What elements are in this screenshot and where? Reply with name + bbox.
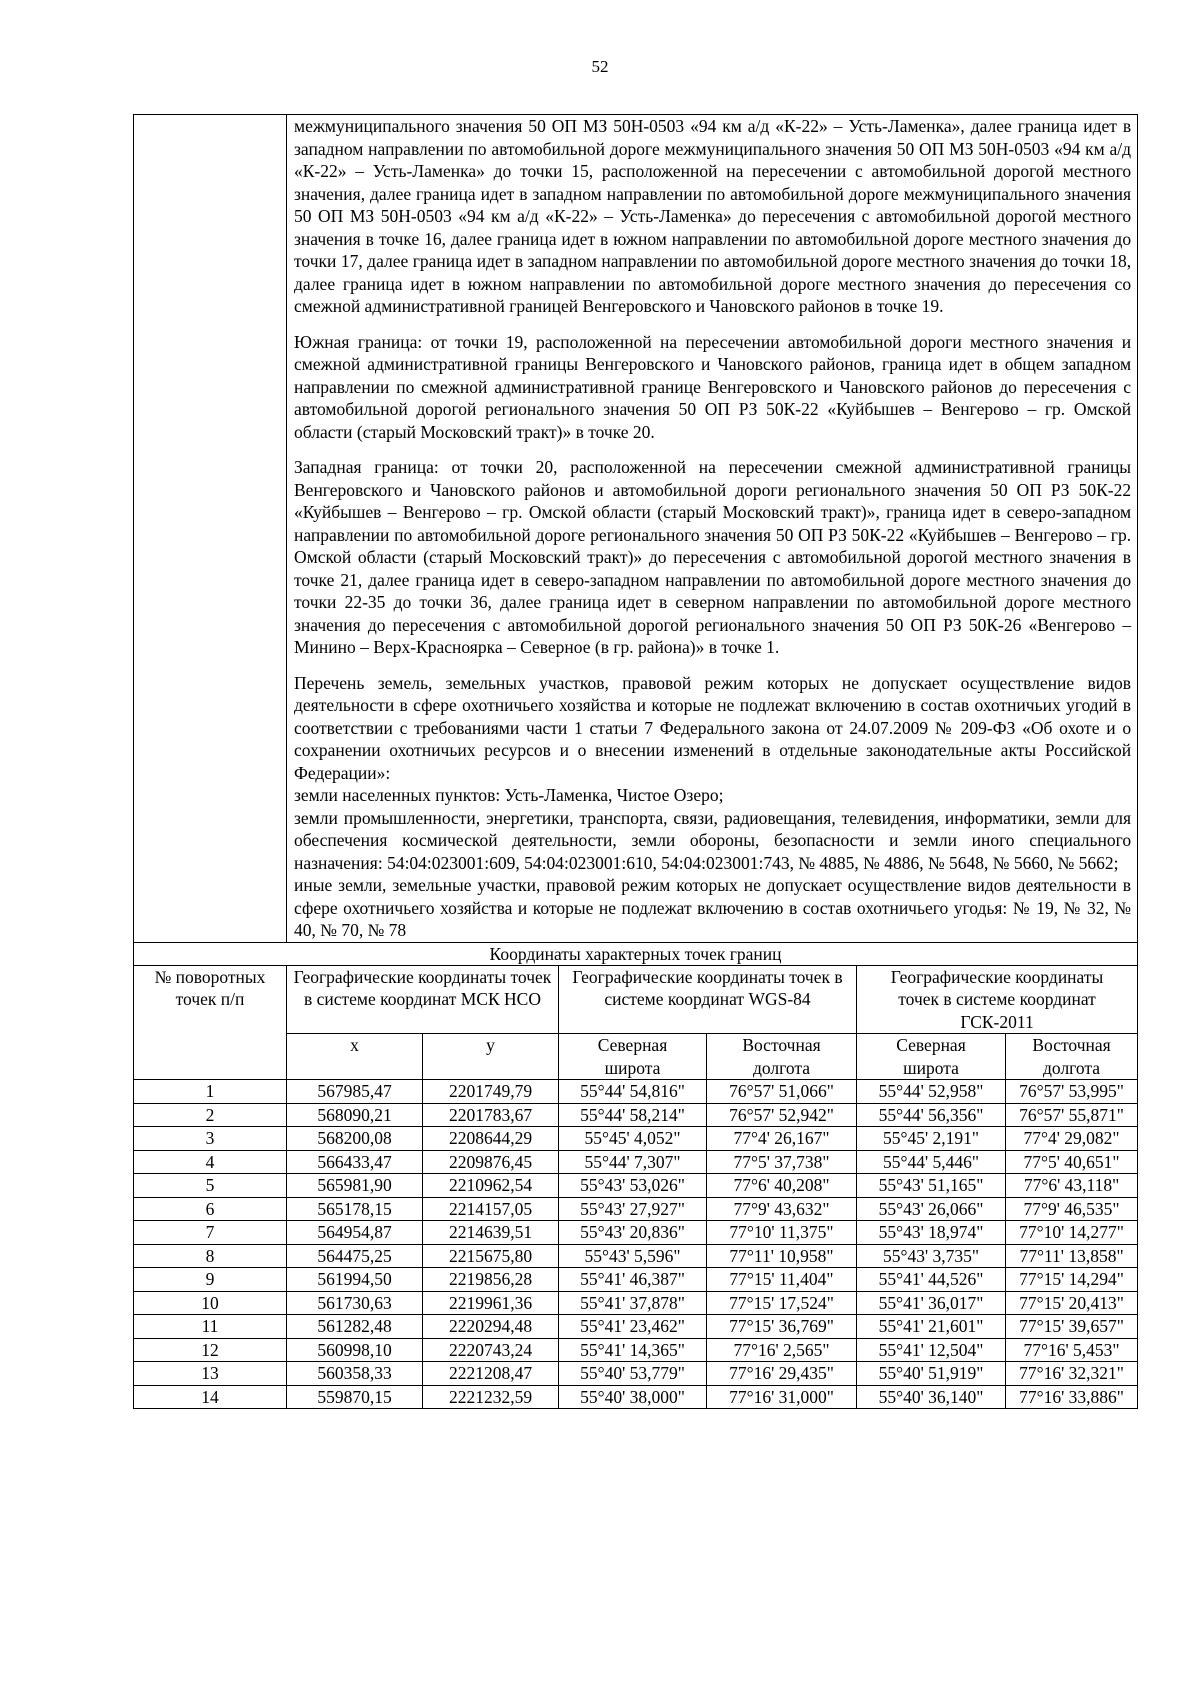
cell-gsk-lon: 77°4' 29,082" bbox=[1006, 1127, 1138, 1151]
cell-msk-y: 2208644,29 bbox=[423, 1127, 559, 1151]
cell-point-number: 3 bbox=[134, 1127, 287, 1151]
cell-gsk-lat: 55°43' 3,735" bbox=[857, 1244, 1006, 1268]
table-row bbox=[134, 1291, 1138, 1315]
cell-point-number: 4 bbox=[134, 1150, 287, 1174]
cell-msk-x: 559870,15 bbox=[287, 1385, 423, 1409]
cell-gsk-lat: 55°41' 21,601" bbox=[857, 1315, 1006, 1339]
cell-msk-y: 2219961,36 bbox=[423, 1291, 559, 1315]
cell-wgs-lat: 55°41' 23,462" bbox=[559, 1315, 707, 1339]
cell-wgs-lon: 77°9' 43,632" bbox=[707, 1197, 857, 1221]
table-row bbox=[134, 1362, 1138, 1386]
cell-point-number: 14 bbox=[134, 1385, 287, 1409]
cell-wgs-lon: 77°6' 40,208" bbox=[707, 1174, 857, 1198]
cell-point-number: 13 bbox=[134, 1362, 287, 1386]
cell-msk-y: 2214157,05 bbox=[423, 1197, 559, 1221]
col-group-gsk: Географические координаты точек в системе координат ГСК-2011 bbox=[857, 965, 1138, 1034]
cell-msk-y: 2201749,79 bbox=[423, 1080, 559, 1104]
cell-gsk-lat: 55°41' 44,526" bbox=[857, 1268, 1006, 1292]
cell-wgs-lon: 77°15' 11,404" bbox=[707, 1268, 857, 1292]
cell-msk-y: 2214639,51 bbox=[423, 1221, 559, 1245]
excluded-other-lands: иные земли, земельные участки, правовой режим которых не допускает осуществление видов деятельности в сфере охотничьего хозяйства и которые не подлежат включению в состав охотничьего угодья: № 19, № 32, № 40, № 70, № 78 bbox=[294, 875, 1132, 940]
cell-gsk-lon: 77°15' 14,294" bbox=[1006, 1268, 1138, 1292]
cell-wgs-lon: 76°57' 52,942" bbox=[707, 1103, 857, 1127]
south-boundary: Южная граница: от точки 19, расположенной на пересечении автомобильной дороги местного значения и смежной административной границы Венгеровского и Чановского районов, граница идет в общем западном направлении по смежной административной границе Венгеровского и Чановского районов до пересечения с автомобильной дорогой регионального значения 50 ОП РЗ 50К-22 «Куйбышев – Венгерово – гр. Омской области (старый Московский тракт)» в точке 20. bbox=[294, 331, 1132, 442]
cell-gsk-lat: 55°43' 26,066" bbox=[857, 1197, 1006, 1221]
cell-point-number: 6 bbox=[134, 1197, 287, 1221]
cell-msk-y: 2221208,47 bbox=[423, 1362, 559, 1386]
cell-msk-x: 561282,48 bbox=[287, 1315, 423, 1339]
table-row bbox=[134, 1174, 1138, 1198]
col-group-wgs: Географические координаты точек в системе координат WGS-84 bbox=[559, 965, 857, 1034]
cell-wgs-lat: 55°40' 38,000" bbox=[559, 1385, 707, 1409]
cell-point-number: 2 bbox=[134, 1103, 287, 1127]
cell-msk-y: 2201783,67 bbox=[423, 1103, 559, 1127]
coords-caption-row bbox=[134, 942, 1138, 965]
cell-gsk-lat: 55°43' 18,974" bbox=[857, 1221, 1006, 1245]
cell-wgs-lon: 77°11' 10,958" bbox=[707, 1244, 857, 1268]
cell-wgs-lon: 77°15' 17,524" bbox=[707, 1291, 857, 1315]
cell-gsk-lon: 77°16' 5,453" bbox=[1006, 1338, 1138, 1362]
cell-msk-x: 560998,10 bbox=[287, 1338, 423, 1362]
cell-wgs-lat: 55°45' 4,052" bbox=[559, 1127, 707, 1151]
cell-point-number: 11 bbox=[134, 1315, 287, 1339]
description-row bbox=[134, 115, 1138, 943]
table-row bbox=[134, 1103, 1138, 1127]
cell-point-number: 8 bbox=[134, 1244, 287, 1268]
coords-header-row bbox=[134, 965, 1138, 1034]
cell-msk-y: 2219856,28 bbox=[423, 1268, 559, 1292]
cell-gsk-lat: 55°43' 51,165" bbox=[857, 1174, 1006, 1198]
cell-wgs-lon: 77°4' 26,167" bbox=[707, 1127, 857, 1151]
cell-msk-x: 564954,87 bbox=[287, 1221, 423, 1245]
north-boundary-continuation: межмуниципального значения 50 ОП МЗ 50Н-0503 «94 км а/д «К-22» – Усть-Ламенка», далее граница идет в западном направлении по автомобильной дороге межмуниципального значения 50 ОП МЗ 50Н-0503 «94 км а/д «К-22» – Усть-Ламенка» до точки 15, расположенной на пересечении с автомобильной дорогой местного значения, далее граница идет в западном направлении по автомобильной дороге межмуниципального значения 50 ОП МЗ 50Н-0503 «94 км а/д «К-22» – Усть-Ламенка» до пересечения с автомобильной дорогой местного значения в точке 16, далее граница идет в южном направлении по автомобильной дороге местного значения до точки 17, далее граница идет в западном направлении по автомобильной дороге местного значения до точки 18, далее граница идет в южном направлении по автомобильной дороге местного значения до пересечения со смежной административной границей Венгеровского и Чановского районов в точке 19. bbox=[294, 116, 1132, 316]
table-row bbox=[134, 1127, 1138, 1151]
cell-wgs-lat: 55°41' 14,365" bbox=[559, 1338, 707, 1362]
excluded-settlements: земли населенных пунктов: Усть-Ламенка, Чистое Озеро; bbox=[294, 785, 724, 805]
cell-wgs-lat: 55°41' 37,878" bbox=[559, 1291, 707, 1315]
col-wgs-lon: Восточная долгота bbox=[707, 1034, 857, 1080]
table-row bbox=[134, 1244, 1138, 1268]
west-boundary: Западная граница: от точки 20, расположенной на пересечении смежной административной границы Венгеровского и Чановского районов и автомобильной дороги регионального значения 50 ОП РЗ 50К-22 «Куйбышев – Венгерово – гр. Омской области (старый Московский тракт)», граница идет в северо-западном направлении по автомобильной дороге регионального значения 50 ОП РЗ 50К-22 «Куйбышев – Венгерово – гр. Омской области (старый Московский тракт)» до пересечения с автомобильной дорогой местного значения в точке 21, далее граница идет в северо-западном направлении по автомобильной дороге местного значения до точки 22-35 до точки 36, далее граница идет в северном направлении по автомобильной дороге местного значения до пересечения с автомобильной дорогой регионального значения 50 ОП РЗ 50К-26 «Венгерово – Минино – Верх-Красноярка – Северное (в гр. района)» в точке 1. bbox=[294, 457, 1132, 657]
table-row bbox=[134, 1150, 1138, 1174]
cell-point-number: 1 bbox=[134, 1080, 287, 1104]
cell-gsk-lat: 55°41' 12,504" bbox=[857, 1338, 1006, 1362]
cell-msk-y: 2209876,45 bbox=[423, 1150, 559, 1174]
cell-gsk-lat: 55°44' 52,958" bbox=[857, 1080, 1006, 1104]
cell-wgs-lon: 77°16' 31,000" bbox=[707, 1385, 857, 1409]
col-gsk-lon: Восточная долгота bbox=[1006, 1034, 1138, 1080]
cell-wgs-lon: 77°10' 11,375" bbox=[707, 1221, 857, 1245]
cell-gsk-lat: 55°45' 2,191" bbox=[857, 1127, 1006, 1151]
cell-msk-y: 2220743,24 bbox=[423, 1338, 559, 1362]
table-row bbox=[134, 1221, 1138, 1245]
cell-gsk-lon: 77°5' 40,651" bbox=[1006, 1150, 1138, 1174]
cell-msk-y: 2221232,59 bbox=[423, 1385, 559, 1409]
cell-gsk-lon: 77°15' 20,413" bbox=[1006, 1291, 1138, 1315]
cell-wgs-lat: 55°44' 54,816" bbox=[559, 1080, 707, 1104]
cell-gsk-lat: 55°40' 51,919" bbox=[857, 1362, 1006, 1386]
coords-caption: Координаты характерных точек границ bbox=[134, 942, 1138, 965]
col-y: y bbox=[423, 1034, 559, 1080]
col-group-msk: Географические координаты точек в системе координат МСК НСО bbox=[287, 965, 559, 1034]
cell-msk-x: 568200,08 bbox=[287, 1127, 423, 1151]
cell-gsk-lon: 76°57' 53,995" bbox=[1006, 1080, 1138, 1104]
cell-wgs-lat: 55°43' 20,836" bbox=[559, 1221, 707, 1245]
cell-point-number: 10 bbox=[134, 1291, 287, 1315]
cell-msk-y: 2215675,80 bbox=[423, 1244, 559, 1268]
cell-msk-x: 567985,47 bbox=[287, 1080, 423, 1104]
cell-point-number: 5 bbox=[134, 1174, 287, 1198]
cell-gsk-lon: 77°11' 13,858" bbox=[1006, 1244, 1138, 1268]
boundary-table bbox=[133, 114, 1138, 1409]
excluded-lands-intro: Перечень земель, земельных участков, правовой режим которых не допускает осуществление видов деятельности в сфере охотничьего хозяйства и которые не подлежат включению в состав охотничьих угодий в соответствии с требованиями части 1 статьи 7 Федерального закона от 24.07.2009 № 209-ФЗ «Об охоте и о сохранении охотничьих ресурсов и о внесении изменений в отдельные законодательные акты Российской Федерации»: bbox=[294, 672, 1132, 783]
excluded-industrial-lands: земли промышленности, энергетики, транспорта, связи, радиовещания, телевидения, информатики, земли для обеспечения космической деятельности, земли обороны, безопасности и земли иного специального назначения: 54:04:023001:609, 54:04:023001:610, 54:04:023001:743, № 4885, № 4886, № 5648, № 5660, № 5662; bbox=[294, 807, 1132, 873]
cell-wgs-lat: 55°43' 27,927" bbox=[559, 1197, 707, 1221]
cell-gsk-lat: 55°44' 56,356" bbox=[857, 1103, 1006, 1127]
cell-msk-x: 565981,90 bbox=[287, 1174, 423, 1198]
cell-msk-x: 561730,63 bbox=[287, 1291, 423, 1315]
empty-left-cell bbox=[134, 115, 287, 943]
cell-msk-x: 561994,50 bbox=[287, 1268, 423, 1292]
table-row bbox=[134, 1197, 1138, 1221]
cell-wgs-lat: 55°44' 58,214" bbox=[559, 1103, 707, 1127]
table-row bbox=[134, 1315, 1138, 1339]
cell-gsk-lon: 77°10' 14,277" bbox=[1006, 1221, 1138, 1245]
cell-msk-y: 2210962,54 bbox=[423, 1174, 559, 1198]
table-row bbox=[134, 1080, 1138, 1104]
cell-wgs-lat: 55°43' 5,596" bbox=[559, 1244, 707, 1268]
page-number: 52 bbox=[591, 57, 609, 76]
cell-wgs-lat: 55°43' 53,026" bbox=[559, 1174, 707, 1198]
cell-gsk-lat: 55°44' 5,446" bbox=[857, 1150, 1006, 1174]
col-point-number: № поворотных точек п/п bbox=[134, 965, 287, 1080]
cell-wgs-lon: 77°16' 2,565" bbox=[707, 1338, 857, 1362]
cell-point-number: 7 bbox=[134, 1221, 287, 1245]
col-wgs-lat: Северная широта bbox=[559, 1034, 707, 1080]
cell-wgs-lon: 77°15' 36,769" bbox=[707, 1315, 857, 1339]
col-gsk-lat: Северная широта bbox=[857, 1034, 1006, 1080]
cell-msk-x: 566433,47 bbox=[287, 1150, 423, 1174]
cell-wgs-lat: 55°40' 53,779" bbox=[559, 1362, 707, 1386]
cell-gsk-lon: 77°16' 33,886" bbox=[1006, 1385, 1138, 1409]
cell-point-number: 9 bbox=[134, 1268, 287, 1292]
cell-wgs-lon: 76°57' 51,066" bbox=[707, 1080, 857, 1104]
cell-msk-x: 568090,21 bbox=[287, 1103, 423, 1127]
cell-gsk-lon: 77°16' 32,321" bbox=[1006, 1362, 1138, 1386]
cell-msk-x: 565178,15 bbox=[287, 1197, 423, 1221]
cell-gsk-lon: 77°9' 46,535" bbox=[1006, 1197, 1138, 1221]
cell-point-number: 12 bbox=[134, 1338, 287, 1362]
cell-gsk-lat: 55°41' 36,017" bbox=[857, 1291, 1006, 1315]
cell-wgs-lon: 77°16' 29,435" bbox=[707, 1362, 857, 1386]
table-row bbox=[134, 1338, 1138, 1362]
cell-gsk-lon: 76°57' 55,871" bbox=[1006, 1103, 1138, 1127]
coordinate-rows bbox=[134, 1080, 1138, 1409]
cell-msk-x: 564475,25 bbox=[287, 1244, 423, 1268]
cell-gsk-lat: 55°40' 36,140" bbox=[857, 1385, 1006, 1409]
col-x: x bbox=[287, 1034, 423, 1080]
cell-msk-y: 2220294,48 bbox=[423, 1315, 559, 1339]
cell-gsk-lon: 77°15' 39,657" bbox=[1006, 1315, 1138, 1339]
cell-wgs-lat: 55°44' 7,307" bbox=[559, 1150, 707, 1174]
boundary-description bbox=[287, 115, 1138, 943]
table-row bbox=[134, 1268, 1138, 1292]
cell-msk-x: 560358,33 bbox=[287, 1362, 423, 1386]
table-row bbox=[134, 1385, 1138, 1409]
cell-wgs-lon: 77°5' 37,738" bbox=[707, 1150, 857, 1174]
cell-wgs-lat: 55°41' 46,387" bbox=[559, 1268, 707, 1292]
cell-gsk-lon: 77°6' 43,118" bbox=[1006, 1174, 1138, 1198]
